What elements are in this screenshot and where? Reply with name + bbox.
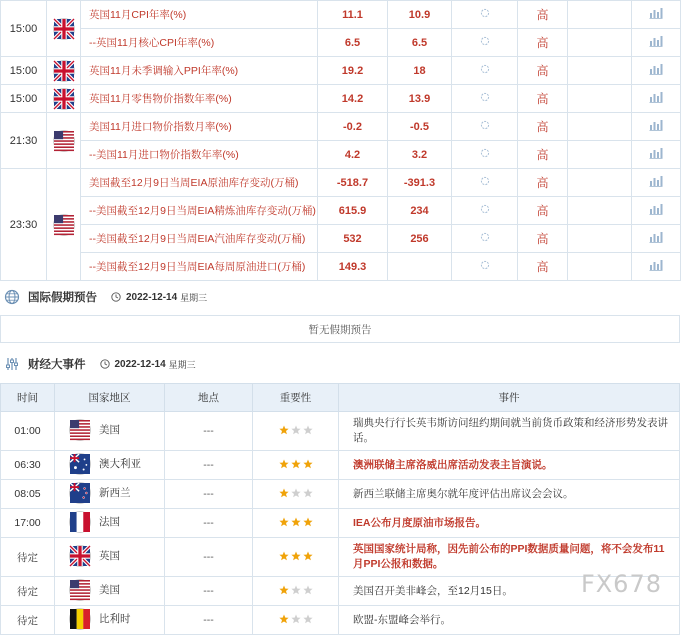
indicator-row <box>1 141 681 169</box>
star-empty-icon <box>291 585 301 595</box>
indicator-forecast: 256 <box>388 225 452 253</box>
pending-icon <box>480 176 490 186</box>
star-filled-icon <box>279 585 289 595</box>
event-country <box>55 577 165 606</box>
indicator-time: 15:00 <box>1 85 47 113</box>
flag-uk-icon <box>69 545 91 567</box>
indicator-previous: 11.1 <box>318 1 388 29</box>
indicator-forecast: 234 <box>388 197 452 225</box>
indicator-row <box>1 29 681 57</box>
event-importance <box>253 538 339 577</box>
event-country <box>55 509 165 538</box>
events-header-time: 时间 <box>1 384 55 412</box>
event-row <box>1 577 680 606</box>
event-importance <box>253 606 339 635</box>
indicator-actual <box>452 253 518 281</box>
pending-icon <box>480 64 490 74</box>
event-description: 英国国家统计局称，因先前公布的PPI数据质量问题，将不会发布11月PPI公报和数据。 <box>339 538 680 577</box>
event-country-wrap <box>69 419 120 441</box>
star-filled-icon <box>303 551 313 561</box>
bar-chart-icon[interactable] <box>649 147 663 159</box>
event-importance <box>253 509 339 538</box>
indicator-importance: 高 <box>518 29 568 57</box>
star-filled-icon <box>279 488 289 498</box>
indicator-name[interactable]: 英国11月CPI年率(%) <box>81 1 318 29</box>
indicator-actual <box>452 29 518 57</box>
indicator-name[interactable]: 英国11月未季调输入PPI年率(%) <box>81 57 318 85</box>
bar-chart-icon[interactable] <box>649 203 663 215</box>
star-empty-icon <box>303 585 313 595</box>
flag-us-icon <box>53 130 75 152</box>
indicator-row <box>1 225 681 253</box>
indicator-importance: 高 <box>518 225 568 253</box>
indicator-flag-cell <box>47 85 81 113</box>
indicator-empty-cell <box>568 85 632 113</box>
flag-uk-icon <box>53 60 75 82</box>
indicator-row <box>1 197 681 225</box>
flag-au-icon <box>69 453 91 475</box>
indicator-empty-cell <box>568 29 632 57</box>
indicator-importance: 高 <box>518 253 568 281</box>
events-table <box>0 383 680 635</box>
event-row <box>1 451 680 480</box>
indicator-forecast: 18 <box>388 57 452 85</box>
event-time: 08:05 <box>1 480 55 509</box>
pending-icon <box>480 204 490 214</box>
event-description: IEA公布月度原油市场报告。 <box>339 509 680 538</box>
clock-icon <box>111 292 121 302</box>
event-location: --- <box>165 480 253 509</box>
bar-chart-icon[interactable] <box>649 259 663 271</box>
event-country-name: 美国 <box>99 584 120 596</box>
indicator-name[interactable]: 英国11月零售物价指数年率(%) <box>81 85 318 113</box>
indicator-name[interactable]: --美国截至12月9日当周EIA汽油库存变动(万桶) <box>81 225 318 253</box>
indicator-forecast: 13.9 <box>388 85 452 113</box>
indicator-name[interactable]: --美国11月进口物价指数年率(%) <box>81 141 318 169</box>
event-country-name: 法国 <box>99 516 120 528</box>
event-row <box>1 509 680 538</box>
event-location: --- <box>165 451 253 480</box>
indicator-chart-cell[interactable] <box>632 225 681 253</box>
indicator-importance: 高 <box>518 1 568 29</box>
clock-icon <box>100 359 110 369</box>
indicator-row <box>1 253 681 281</box>
event-country <box>55 451 165 480</box>
event-country-wrap <box>69 453 141 475</box>
indicator-chart-cell[interactable] <box>632 141 681 169</box>
sliders-icon <box>4 356 20 372</box>
pending-icon <box>480 148 490 158</box>
pending-icon <box>480 92 490 102</box>
indicator-flag-cell <box>47 113 81 169</box>
event-location: --- <box>165 509 253 538</box>
star-filled-icon <box>303 459 313 469</box>
indicator-row <box>1 113 681 141</box>
event-country-name: 英国 <box>99 550 120 562</box>
event-country-wrap <box>69 579 120 601</box>
event-description: 澳洲联储主席洛威出席活动发表主旨演说。 <box>339 451 680 480</box>
indicator-chart-cell[interactable] <box>632 29 681 57</box>
importance-stars <box>279 425 313 435</box>
event-location: --- <box>165 538 253 577</box>
indicator-empty-cell <box>568 141 632 169</box>
event-row <box>1 606 680 635</box>
bar-chart-icon[interactable] <box>649 63 663 75</box>
pending-icon <box>480 36 490 46</box>
star-filled-icon <box>291 459 301 469</box>
bar-chart-icon[interactable] <box>649 7 663 19</box>
events-header-location: 地点 <box>165 384 253 412</box>
indicator-empty-cell <box>568 253 632 281</box>
indicator-name[interactable]: --美国截至12月9日当周EIA每周原油进口(万桶) <box>81 253 318 281</box>
importance-stars <box>279 614 313 624</box>
importance-stars <box>279 585 313 595</box>
indicator-chart-cell[interactable] <box>632 197 681 225</box>
events-header-country: 国家地区 <box>55 384 165 412</box>
event-time: 待定 <box>1 538 55 577</box>
indicator-flag-cell <box>47 1 81 57</box>
bar-chart-icon[interactable] <box>649 175 663 187</box>
indicator-time: 21:30 <box>1 113 47 169</box>
event-importance <box>253 480 339 509</box>
event-importance <box>253 412 339 451</box>
event-location: --- <box>165 412 253 451</box>
star-empty-icon <box>291 488 301 498</box>
indicator-chart-cell[interactable] <box>632 169 681 197</box>
indicator-flag-cell <box>47 169 81 281</box>
indicator-previous: 6.5 <box>318 29 388 57</box>
economic-data-table <box>0 0 681 281</box>
event-country-wrap <box>69 545 120 567</box>
indicator-previous: 532 <box>318 225 388 253</box>
flag-us-icon <box>53 214 75 236</box>
bar-chart-icon[interactable] <box>649 35 663 47</box>
indicator-empty-cell <box>568 1 632 29</box>
event-time: 06:30 <box>1 451 55 480</box>
indicator-row <box>1 1 681 29</box>
event-location: --- <box>165 577 253 606</box>
indicator-name[interactable]: 美国11月进口物价指数月率(%) <box>81 113 318 141</box>
indicator-importance: 高 <box>518 141 568 169</box>
pending-icon <box>480 260 490 270</box>
events-header-event: 事件 <box>339 384 680 412</box>
indicator-flag-cell <box>47 57 81 85</box>
event-row <box>1 480 680 509</box>
star-empty-icon <box>291 614 301 624</box>
indicator-importance: 高 <box>518 85 568 113</box>
event-country <box>55 606 165 635</box>
indicator-forecast: 10.9 <box>388 1 452 29</box>
indicator-previous: 4.2 <box>318 141 388 169</box>
holiday-section-title: 国际假期预告 <box>28 292 97 304</box>
bar-chart-icon[interactable] <box>649 119 663 131</box>
indicator-empty-cell <box>568 113 632 141</box>
event-importance <box>253 577 339 606</box>
event-country-wrap <box>69 608 131 630</box>
event-country-name: 美国 <box>99 424 120 436</box>
star-filled-icon <box>279 551 289 561</box>
indicator-empty-cell <box>568 197 632 225</box>
event-time: 待定 <box>1 577 55 606</box>
indicator-actual <box>452 197 518 225</box>
importance-stars <box>279 488 313 498</box>
events-section-title: 财经大事件 <box>28 359 86 371</box>
indicator-importance: 高 <box>518 169 568 197</box>
indicator-row <box>1 169 681 197</box>
holiday-weekday: 星期三 <box>180 292 208 303</box>
event-country-wrap <box>69 482 131 504</box>
event-time: 01:00 <box>1 412 55 451</box>
holiday-date: 2022-12-14 <box>126 291 178 303</box>
indicator-row <box>1 57 681 85</box>
star-filled-icon <box>303 517 313 527</box>
indicator-empty-cell <box>568 57 632 85</box>
indicator-previous: -0.2 <box>318 113 388 141</box>
indicator-empty-cell <box>568 169 632 197</box>
indicator-forecast <box>388 253 452 281</box>
flag-fr-icon <box>69 511 91 533</box>
indicator-row <box>1 85 681 113</box>
indicator-forecast: 6.5 <box>388 29 452 57</box>
importance-stars <box>279 459 313 469</box>
indicator-previous: 615.9 <box>318 197 388 225</box>
indicator-name[interactable]: --美国截至12月9日当周EIA精炼油库存变动(万桶) <box>81 197 318 225</box>
events-weekday: 星期三 <box>168 359 196 370</box>
event-location: --- <box>165 606 253 635</box>
event-country-name: 新西兰 <box>99 487 131 499</box>
pending-icon <box>480 8 490 18</box>
indicator-chart-cell[interactable] <box>632 1 681 29</box>
indicator-actual <box>452 85 518 113</box>
event-description: 美国召开美非峰会，至12月15日。 <box>339 577 680 606</box>
indicator-empty-cell <box>568 225 632 253</box>
event-country <box>55 538 165 577</box>
globe-icon <box>4 289 20 305</box>
event-country-wrap <box>69 511 120 533</box>
event-country <box>55 412 165 451</box>
event-description: 新西兰联储主席奥尔就年度评估出席议会会议。 <box>339 480 680 509</box>
event-description: 瑞典央行行长英韦斯访问纽约期间就当前货币政策和经济形势发表讲话。 <box>339 412 680 451</box>
indicator-actual <box>452 1 518 29</box>
flag-us-icon <box>69 579 91 601</box>
indicator-actual <box>452 169 518 197</box>
event-country <box>55 480 165 509</box>
flag-uk-icon <box>53 18 75 40</box>
event-time: 待定 <box>1 606 55 635</box>
flag-nz-icon <box>69 482 91 504</box>
star-filled-icon <box>279 517 289 527</box>
indicator-previous: 19.2 <box>318 57 388 85</box>
watermark: FX678 <box>580 570 662 598</box>
indicator-importance: 高 <box>518 197 568 225</box>
star-filled-icon <box>279 614 289 624</box>
holiday-empty-message: 暂无假期预告 <box>0 315 680 343</box>
indicator-actual <box>452 141 518 169</box>
indicator-previous: 14.2 <box>318 85 388 113</box>
importance-stars <box>279 517 313 527</box>
event-row <box>1 538 680 577</box>
flag-us-icon <box>69 419 91 441</box>
indicator-chart-cell[interactable] <box>632 57 681 85</box>
indicator-actual <box>452 225 518 253</box>
pending-icon <box>480 232 490 242</box>
indicator-forecast: -0.5 <box>388 113 452 141</box>
event-description: 欧盟-东盟峰会举行。 <box>339 606 680 635</box>
pending-icon <box>480 120 490 130</box>
star-empty-icon <box>291 425 301 435</box>
indicator-name[interactable]: --英国11月核心CPI年率(%) <box>81 29 318 57</box>
event-country-name: 比利时 <box>99 613 131 625</box>
indicator-actual <box>452 57 518 85</box>
star-empty-icon <box>303 488 313 498</box>
star-empty-icon <box>303 614 313 624</box>
indicator-previous: -518.7 <box>318 169 388 197</box>
event-importance <box>253 451 339 480</box>
indicator-name[interactable]: 美国截至12月9日当周EIA原油库存变动(万桶) <box>81 169 318 197</box>
indicator-time: 15:00 <box>1 57 47 85</box>
indicator-forecast: -391.3 <box>388 169 452 197</box>
flag-be-icon <box>69 608 91 630</box>
bar-chart-icon[interactable] <box>649 91 663 103</box>
indicator-time: 15:00 <box>1 1 47 57</box>
importance-stars <box>279 551 313 561</box>
holiday-section-header <box>0 285 207 309</box>
indicator-chart-cell[interactable] <box>632 253 681 281</box>
star-empty-icon <box>303 425 313 435</box>
star-filled-icon <box>279 459 289 469</box>
flag-uk-icon <box>53 88 75 110</box>
event-country-name: 澳大利亚 <box>99 458 141 470</box>
indicator-chart-cell[interactable] <box>632 85 681 113</box>
indicator-previous: 149.3 <box>318 253 388 281</box>
bar-chart-icon[interactable] <box>649 231 663 243</box>
indicator-forecast: 3.2 <box>388 141 452 169</box>
star-filled-icon <box>291 517 301 527</box>
indicator-time: 23:30 <box>1 169 47 281</box>
indicator-actual <box>452 113 518 141</box>
star-filled-icon <box>279 425 289 435</box>
indicator-importance: 高 <box>518 113 568 141</box>
star-filled-icon <box>291 551 301 561</box>
event-row <box>1 412 680 451</box>
indicator-chart-cell[interactable] <box>632 113 681 141</box>
events-section-header <box>0 352 196 376</box>
events-date: 2022-12-14 <box>114 358 166 370</box>
event-time: 17:00 <box>1 509 55 538</box>
indicator-importance: 高 <box>518 57 568 85</box>
events-header-importance: 重要性 <box>253 384 339 412</box>
